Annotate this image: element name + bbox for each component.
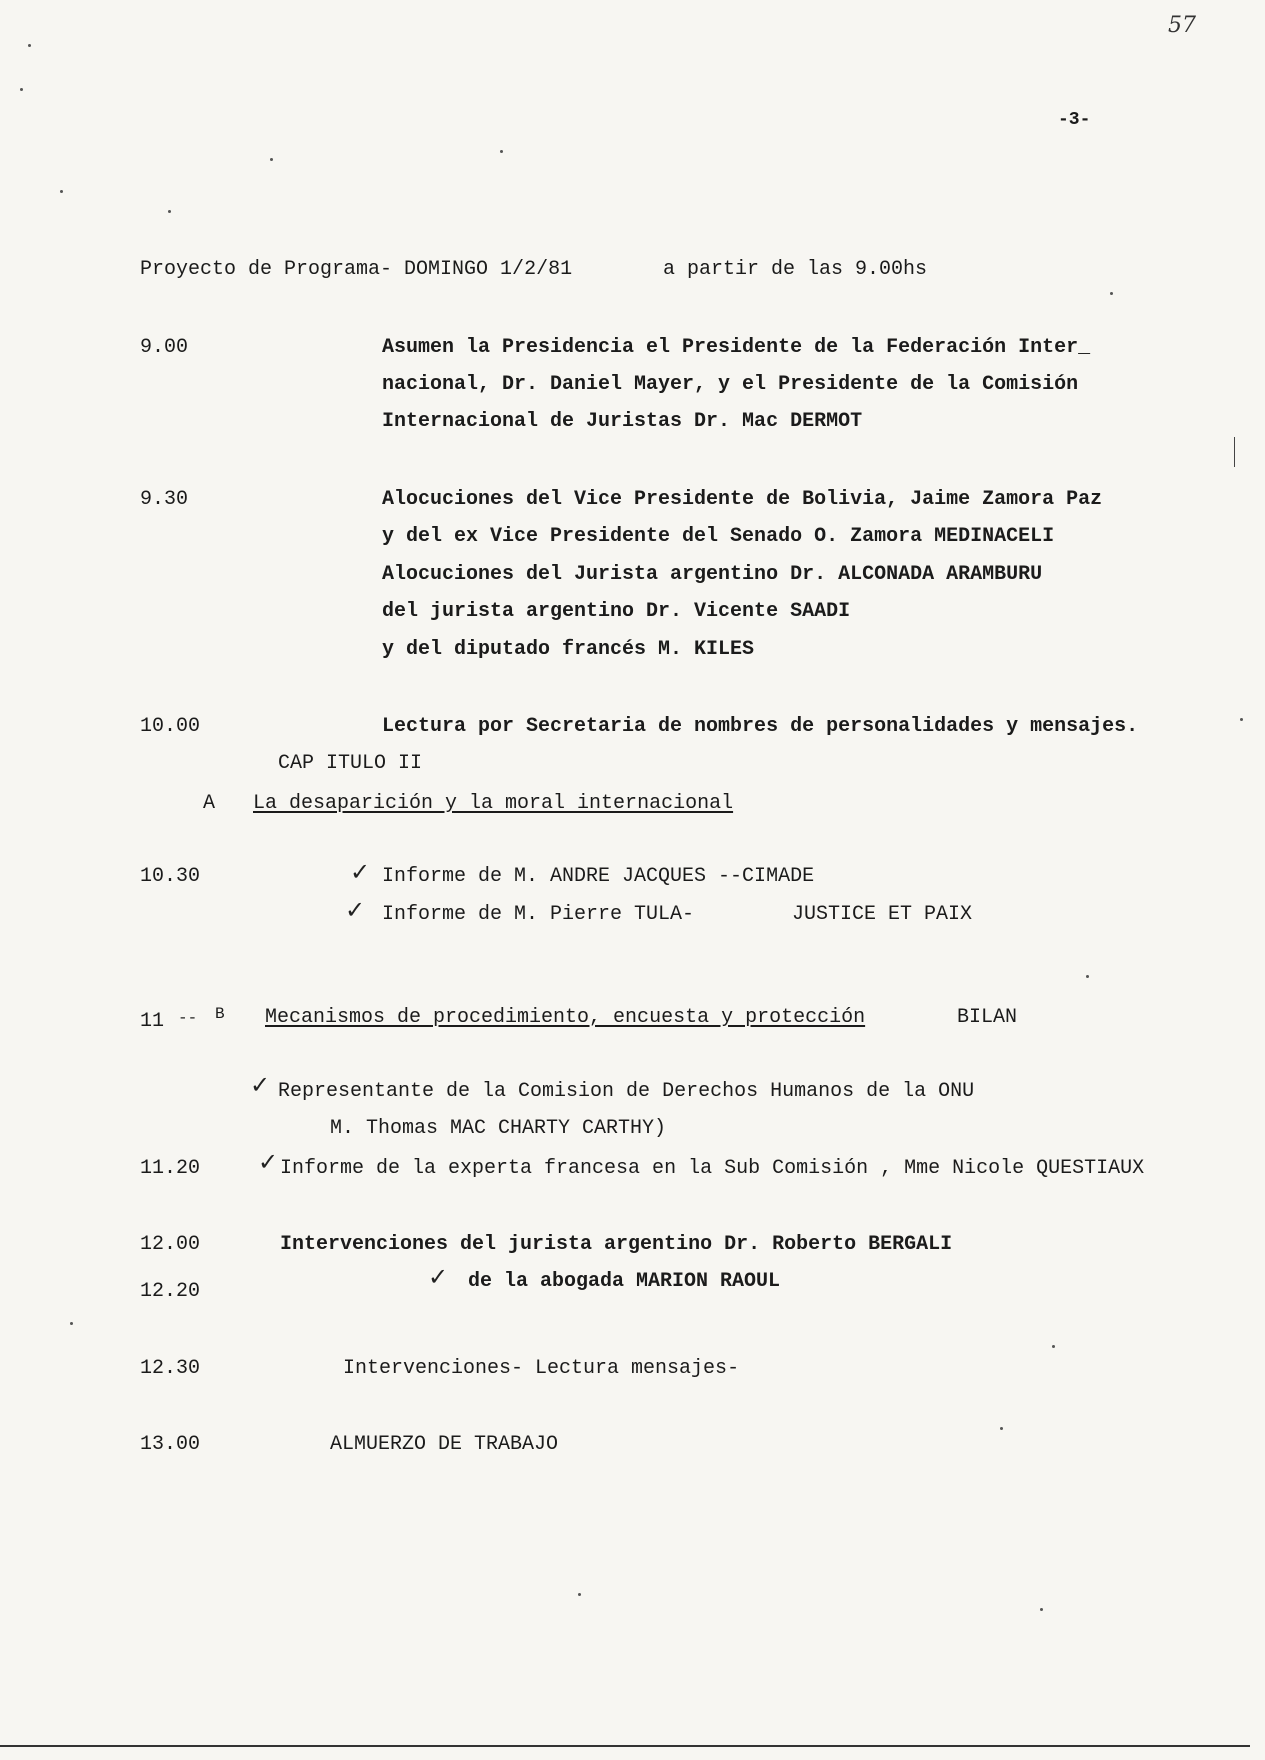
entry-9-30-line-5: y del diputado francés M. KILES (382, 638, 755, 661)
section-b-letter: B (215, 1005, 225, 1023)
scan-speck (1086, 975, 1089, 978)
time-9-00: 9.00 (140, 336, 189, 359)
entry-9-30-line-2: y del ex Vice Presidente del Senado O. Zamora MEDINACELI (382, 525, 1055, 548)
time-12-30: 12.30 (140, 1357, 201, 1380)
corner-page-mark: 57 (1168, 13, 1196, 38)
time-12-00: 12.00 (140, 1233, 201, 1256)
checkmark: ✓ (345, 896, 366, 924)
entry-9-30-line-4: del jurista argentino Dr. Vicente SAADI (382, 600, 851, 623)
entry-11-20-text: Informe de la experta francesa en la Sub Comisión , Mme Nicole QUESTIAUX (280, 1157, 1145, 1180)
scan-speck (70, 1322, 73, 1325)
chapter-heading: CAP ITULO II (278, 752, 423, 775)
entry-12-30-text: Intervenciones- Lectura mensajes- (343, 1357, 740, 1380)
program-title: Proyecto de Programa- DOMINGO 1/2/81 (140, 258, 573, 281)
scan-speck (1040, 1608, 1043, 1611)
time-10-00: 10.00 (140, 715, 201, 738)
scan-speck (1000, 1427, 1003, 1430)
scan-mark (1234, 437, 1235, 467)
bottom-rule (0, 1745, 1250, 1747)
program-start-time: a partir de las 9.00hs (663, 258, 928, 281)
page-number: -3- (1058, 110, 1091, 130)
entry-9-00-line-3: Internacional de Juristas Dr. Mac DERMOT (382, 410, 863, 433)
time-12-20: 12.20 (140, 1280, 201, 1303)
scan-speck (270, 158, 273, 161)
entry-10-30-line-1: Informe de M. ANDRE JACQUES --CIMADE (382, 865, 815, 888)
entry-10-30-line-2: Informe de M. Pierre TULA- (382, 903, 695, 926)
scan-speck (1052, 1345, 1055, 1348)
scan-speck (60, 190, 63, 193)
un-representative-line-2: M. Thomas MAC CHARTY CARTHY) (330, 1117, 667, 1140)
section-a-letter: A (203, 792, 216, 815)
scan-speck (20, 88, 23, 91)
section-a-title: La desaparición y la moral internacional (253, 792, 734, 815)
entry-9-30-line-1: Alocuciones del Vice Presidente de Bolivia, Jaime Zamora Paz (382, 488, 1103, 511)
entry-12-00-text: Intervenciones del jurista argentino Dr. Roberto BERGALI (280, 1233, 953, 1256)
checkmark: ✓ (258, 1148, 279, 1176)
time-9-30: 9.30 (140, 488, 189, 511)
time-11-00: 11 (140, 1010, 165, 1033)
time-11-20: 11.20 (140, 1157, 201, 1180)
scan-speck (168, 210, 171, 213)
scan-speck (1240, 718, 1243, 721)
entry-9-30-line-3: Alocuciones del Jurista argentino Dr. ALCONADA ARAMBURU (382, 563, 1043, 586)
un-representative-line-1: Representante de la Comision de Derechos Humanos de la ONU (278, 1080, 975, 1103)
scan-speck (500, 150, 503, 153)
scan-speck (28, 44, 31, 47)
section-b-note: BILAN (957, 1006, 1018, 1029)
time-13-00: 13.00 (140, 1433, 201, 1456)
time-10-30: 10.30 (140, 865, 201, 888)
section-b-dashes: -- (178, 1009, 198, 1027)
entry-10-00-text: Lectura por Secretaria de nombres de personalidades y mensajes. (382, 715, 1139, 738)
checkmark: ✓ (428, 1263, 449, 1291)
scan-speck (578, 1593, 581, 1596)
section-b-title: Mecanismos de procedimiento, encuesta y protección (265, 1006, 866, 1029)
entry-9-00-line-2: nacional, Dr. Daniel Mayer, y el Presidente de la Comisión (382, 373, 1079, 396)
entry-13-00-text: ALMUERZO DE TRABAJO (330, 1433, 559, 1456)
checkmark: ✓ (350, 858, 371, 886)
entry-12-20-text: de la abogada MARION RAOUL (468, 1270, 781, 1293)
checkmark: ✓ (250, 1071, 271, 1099)
scan-speck (1110, 292, 1113, 295)
entry-9-00-line-1: Asumen la Presidencia el Presidente de la Federación Inter_ (382, 336, 1091, 359)
entry-10-30-line-2-org: JUSTICE ET PAIX (792, 903, 973, 926)
